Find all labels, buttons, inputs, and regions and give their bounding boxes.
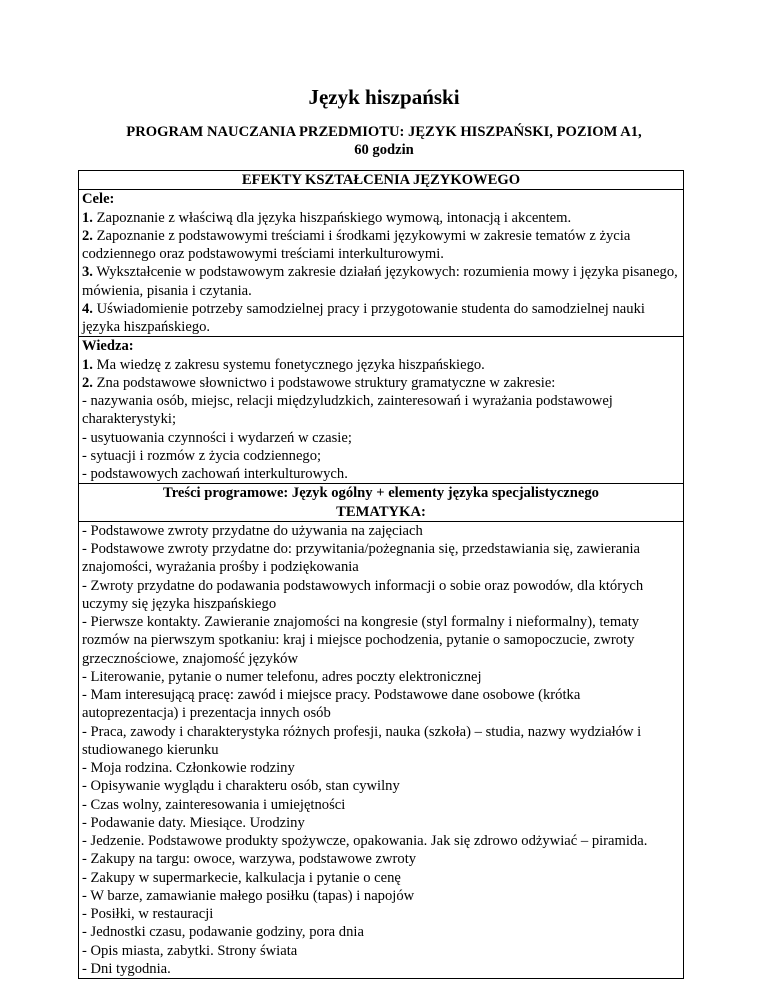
topic-item: - W barze, zamawianie małego posiłku (tapas) i napojów xyxy=(82,887,415,904)
tresci-header-cell xyxy=(79,484,684,522)
table-header-row xyxy=(79,171,684,190)
section-header-efekty: EFEKTY KSZTAŁCENIA JĘZYKOWEGO xyxy=(79,171,684,190)
tematyka-row xyxy=(79,521,684,978)
topic-item: - Jedzenie. Podstawowe produkty spożywcze, opakowania. Jak się zdrowo odżywiać – piramida. xyxy=(82,833,648,849)
wiedza-label: Wiedza: xyxy=(82,338,134,355)
item-number: 4. xyxy=(82,300,93,317)
tresci-header: Treści programowe: Język ogólny + elementy języka specjalistycznego xyxy=(163,485,599,502)
item-text: Wykształcenie w podstawowym zakresie działań językowych: rozumienia mowy i języka pisanego, mówienia, pisania i czytania. xyxy=(82,264,678,299)
item-number: 3. xyxy=(82,264,93,281)
item-text: Zapoznanie z właściwą dla języka hiszpańskiego wymową, intonacją i akcentem. xyxy=(92,209,572,226)
topic-item: - Literowanie, pytanie o numer telefonu, adres poczty elektronicznej xyxy=(82,668,482,685)
wiedza-subitem: - nazywania osób, miejsc, relacji międzyludzkich, zainteresowań i wyrażania podstawowej charakterystyki; xyxy=(82,393,613,428)
item-text: Ma wiedzę z zakresu systemu fonetycznego języka hiszpańskiego. xyxy=(92,356,485,373)
topic-item: - Opis miasta, zabytki. Strony świata xyxy=(82,942,298,959)
item-text: Zna podstawowe słownictwo i podstawowe struktury gramatyczne w zakresie: xyxy=(92,374,556,391)
topic-item: - Zwroty przydatne do podawania podstawowych informacji o sobie oraz powodów, dla których uczymy się języka hiszpańskiego xyxy=(82,577,644,612)
cele-item xyxy=(82,300,680,337)
topic-item: - Podawanie daty. Miesiące. Urodziny xyxy=(82,814,305,831)
wiedza-item xyxy=(82,374,680,392)
tematyka-header: TEMATYKA: xyxy=(336,503,426,520)
wiedza-subitem: - sytuacji i rozmów z życia codziennego; xyxy=(82,447,322,464)
tematyka-cell xyxy=(79,521,684,978)
wiedza-row xyxy=(79,337,684,484)
cele-cell xyxy=(79,190,684,337)
topic-item: - Mam interesującą pracę: zawód i miejsce pracy. Podstawowe dane osobowe (krótka autoprezentacja) i prezentacja innych osób xyxy=(82,687,581,722)
topic-item: - Dni tygodnia. xyxy=(82,960,171,977)
cele-row xyxy=(79,190,684,337)
subtitle-line-1: PROGRAM NAUCZANIA PRZEDMIOTU: JĘZYK HISZPAŃSKI, POZIOM A1, xyxy=(126,124,642,140)
topic-item: - Zakupy w supermarkecie, kalkulacja i pytanie o cenę xyxy=(82,869,401,886)
wiedza-cell xyxy=(79,337,684,484)
wiedza-item xyxy=(82,356,680,374)
tresci-header-row xyxy=(79,484,684,522)
cele-item xyxy=(82,227,680,264)
topic-item: - Pierwsze kontakty. Zawieranie znajomości na kongresie (styl formalny i nieformalny), tematy rozmów na pierwszym spotkaniu: kraj i miejsce pochodzenia, pytanie o samopoczucie, zwroty grzecznościowe, znajomość języków xyxy=(82,614,640,667)
topic-item: - Praca, zawody i charakterystyka różnych profesji, nauka (szkoła) – studia, nazwy wydziałów i studiowanego kierunku xyxy=(82,723,642,758)
item-number: 1. xyxy=(82,209,93,226)
topic-item: - Jednostki czasu, podawanie godziny, pora dnia xyxy=(82,924,364,941)
cele-label: Cele: xyxy=(82,191,115,208)
item-number: 2. xyxy=(82,227,93,244)
topic-item: - Posiłki, w restauracji xyxy=(82,906,214,922)
wiedza-subitem: - podstawowych zachowań interkulturowych. xyxy=(82,466,348,482)
topic-item: - Podstawowe zwroty przydatne do używania na zajęciach xyxy=(82,522,423,539)
topic-item: - Zakupy na targu: owoce, warzywa, podstawowe zwroty xyxy=(82,851,417,868)
program-subtitle xyxy=(60,123,708,159)
topic-item: - Moja rodzina. Członkowie rodziny xyxy=(82,760,295,776)
document-title: Język hiszpański xyxy=(308,85,460,109)
item-text: Zapoznanie z podstawowymi treściami i środkami językowymi w zakresie tematów z życia codziennego oraz podstawowymi treściami interkulturowymi. xyxy=(82,227,631,262)
item-number: 1. xyxy=(82,356,93,373)
item-number: 2. xyxy=(82,374,93,391)
item-text: Uświadomienie potrzeby samodzielnej pracy i przygotowanie studenta do samodzielnej nauki języka hiszpańskiego. xyxy=(82,300,645,335)
topic-item: - Podstawowe zwroty przydatne do: przywitania/pożegnania się, przedstawiania się, zawierania znajomości, wyrażania prośby i podziękowania xyxy=(82,541,640,576)
curriculum-table xyxy=(78,170,684,979)
topic-item: - Opisywanie wyglądu i charakteru osób, stan cywilny xyxy=(82,778,400,795)
subtitle-line-2: 60 godzin xyxy=(354,142,414,158)
topic-item: - Czas wolny, zainteresowania i umiejętności xyxy=(82,796,346,813)
wiedza-subitem: - usytuowania czynności i wydarzeń w czasie; xyxy=(82,429,352,446)
cele-item xyxy=(82,263,680,300)
cele-item xyxy=(82,209,680,227)
